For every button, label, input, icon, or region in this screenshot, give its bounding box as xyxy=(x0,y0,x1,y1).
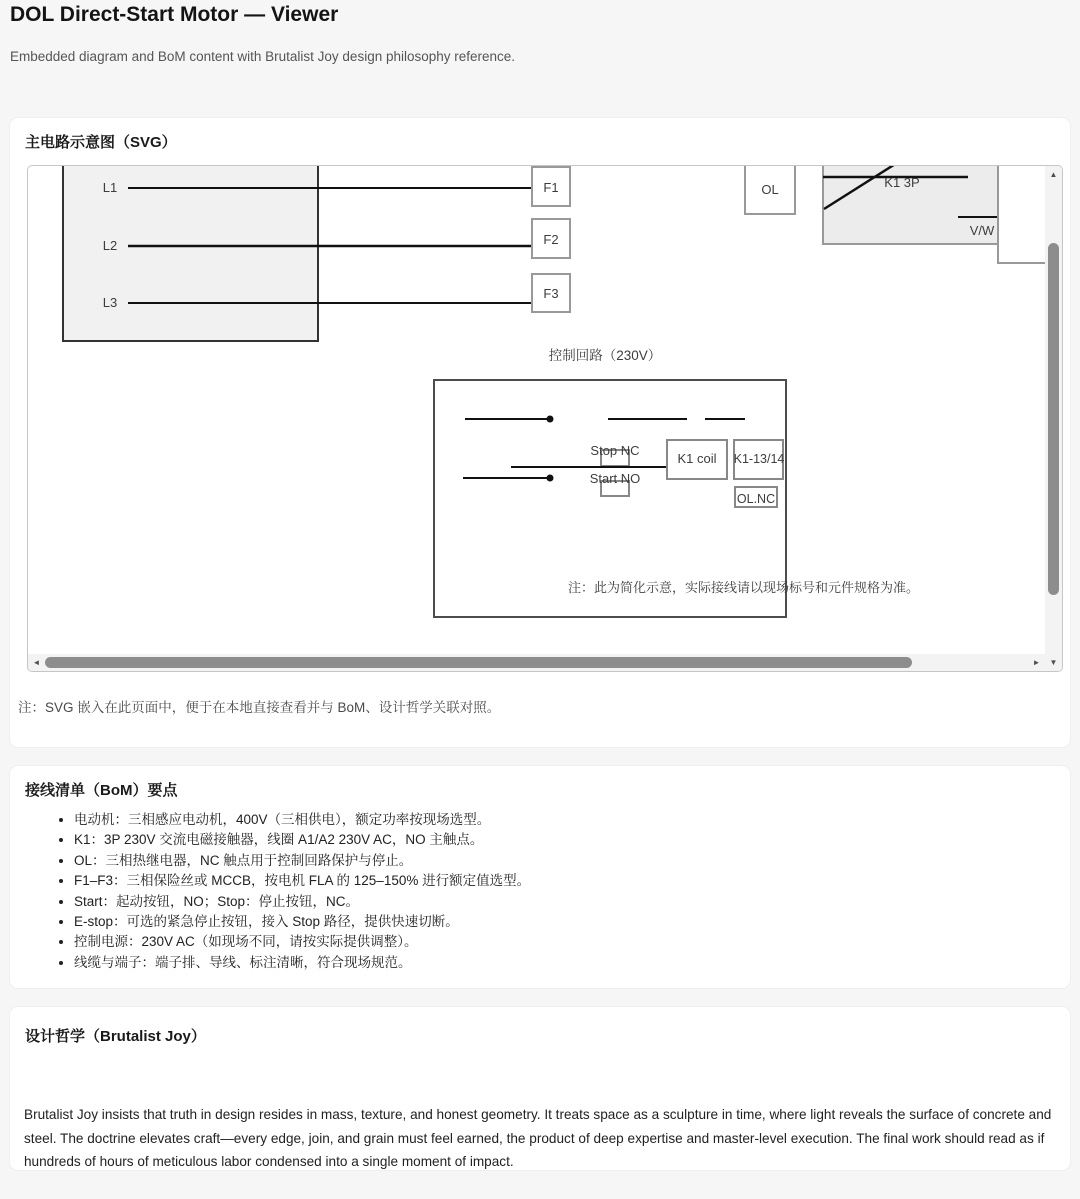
philosophy-panel xyxy=(10,1007,1070,1170)
control-node-bottom xyxy=(547,475,554,482)
bom-item-estop: • E-stop：可选的紧急停止按钮，接入 Stop 路径，提供快速切断。 xyxy=(74,912,530,932)
bom-item-cables: • 线缆与端子：端子排、导线、标注清晰，符合现场规范。 xyxy=(74,953,530,973)
bom-item-motor: • 电动机：三相感应电动机，400V（三相供电），额定功率按现场选型。 xyxy=(74,810,530,830)
stop-contact-label: Stop NC xyxy=(590,443,640,458)
start-contact-label: Start NO xyxy=(589,471,641,486)
main-circuit-svg xyxy=(28,166,1045,654)
horizontal-scrollbar-thumb[interactable] xyxy=(45,657,912,668)
page-subtitle: Embedded diagram and BoM content with Brutalist Joy design philosophy reference. xyxy=(10,49,516,64)
philosophy-panel-heading: 设计哲学（Brutalist Joy） xyxy=(25,1028,206,1045)
bom-item-fuses: • F1–F3：三相保险丝或 MCCB，按电机 FLA 的 125–150% 进行额定值选型。 xyxy=(74,871,530,891)
main-circuit-diagram xyxy=(28,166,1045,659)
ol-contact-label: OL.NC xyxy=(736,492,776,506)
coil-label: K1 coil xyxy=(677,451,717,466)
bom-item-contactor: • K1：3P 230V 交流电磁接触器，线圈 A1/A2 230V AC，NO 主触点。 xyxy=(74,830,530,850)
horizontal-scrollbar[interactable] xyxy=(28,654,1045,671)
diagram-inner-note: 注：此为简化示意，实际接线请以现场标号和元件规格为准。 xyxy=(568,580,920,595)
vertical-scrollbar-thumb[interactable] xyxy=(1048,243,1059,595)
contactor-label: K1 3P xyxy=(884,175,920,190)
scroll-left-arrow-icon[interactable]: ◄ xyxy=(32,658,41,667)
phase-l3-label: L3 xyxy=(102,295,118,310)
bom-panel xyxy=(10,766,1070,988)
scroll-right-arrow-icon[interactable]: ► xyxy=(1032,658,1041,667)
scroll-up-arrow-icon[interactable]: ▲ xyxy=(1049,170,1058,179)
supply-box xyxy=(63,166,318,341)
fuse-f2-label: F2 xyxy=(543,232,559,247)
aux-contact-label: K1-13/14 xyxy=(733,452,785,466)
phase-l2-label: L2 xyxy=(102,238,118,253)
control-circuit-title: 控制回路（230V） xyxy=(548,348,662,363)
bom-item-buttons: • Start：起动按钮，NO；Stop：停止按钮，NC。 xyxy=(74,892,530,912)
fuse-f1-label: F1 xyxy=(543,180,559,195)
control-node-top xyxy=(547,416,554,423)
philosophy-body-text: Brutalist Joy insists that truth in design resides in mass, texture, and honest geometry. It treats space as a sculpture in time, where light reveals the surface of concrete and steel. The doctrine elevates craft—every edge, join, and grain must feel earned, the product of deep expertise and master-level execution. The final work should read as if hundreds of hours of meticulous labor condensed into a single moment of impact. xyxy=(24,1107,1052,1170)
fuse-f3-label: F3 xyxy=(543,286,559,301)
page-title: DOL Direct-Start Motor — Viewer xyxy=(10,3,339,26)
motor-box xyxy=(998,166,1045,263)
diagram-panel xyxy=(10,118,1070,747)
scroll-down-arrow-icon[interactable]: ▼ xyxy=(1049,658,1058,667)
diagram-panel-heading: 主电路示意图（SVG） xyxy=(25,134,177,151)
overload-label: OL xyxy=(761,182,779,197)
phase-l1-label: L1 xyxy=(102,180,118,195)
diagram-footer-note: 注：SVG 嵌入在此页面中，便于在本地直接查看并与 BoM、设计哲学关联对照。 xyxy=(18,700,501,715)
motor-terminal-label: V/W xyxy=(969,223,995,238)
bom-panel-heading: 接线清单（BoM）要点 xyxy=(25,782,178,799)
vertical-scrollbar[interactable] xyxy=(1045,166,1062,671)
bom-list xyxy=(56,810,530,973)
bom-item-overload: • OL：三相热继电器，NC 触点用于控制回路保护与停止。 xyxy=(74,851,530,871)
bom-item-control-power: • 控制电源：230V AC（如现场不同，请按实际提供调整）。 xyxy=(74,932,530,952)
diagram-scroll-viewport[interactable] xyxy=(27,165,1063,672)
